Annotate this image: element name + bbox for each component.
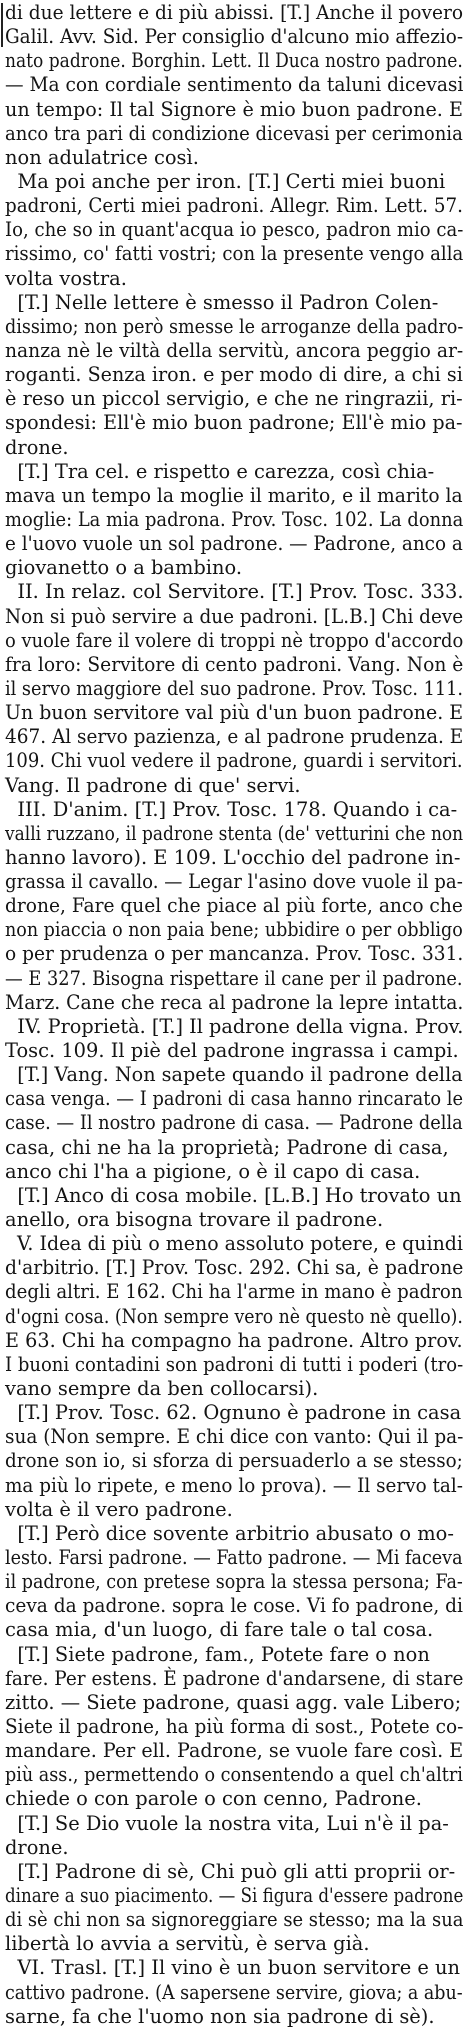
text-line: [T.] Vang. Non sapete quando il padrone della bbox=[5, 1063, 463, 1087]
text-line: casa, chi ne ha la proprietà; Padrone di casa, bbox=[5, 1135, 449, 1159]
text-line: fare. Per estens. È padrone d'andarsene, di stare bbox=[5, 1666, 464, 1690]
text-line: zitto. — Siete padrone, quasi agg. vale Libero; bbox=[5, 1690, 462, 1714]
text-line: chiede o con parole o con cenno, Padrone. bbox=[5, 1787, 422, 1811]
text-line: [T.] Siete padrone, fam., Potete fare o non bbox=[5, 1642, 430, 1666]
text-line: spondesi: Ell'è mio buon padrone; Ell'è mio pa- bbox=[5, 411, 463, 435]
text-line: d'ogni cosa. (Non sempre vero nè questo nè quello). bbox=[5, 1304, 463, 1328]
text-line: valli ruzzano, il padrone stenta (de' vetturini che non bbox=[5, 821, 464, 845]
text-line: lesto. Farsi padrone. — Fatto padrone. — Mi faceva bbox=[5, 1546, 463, 1569]
text-line: o vuole fare il volere di troppi nè troppo d'accordo bbox=[5, 628, 464, 652]
text-line: V. Idea di più o meno assoluto potere, e quindi bbox=[5, 1232, 463, 1256]
text-line: sua (Non sempre. E chi dice con vanto: Qui il pa- bbox=[5, 1425, 464, 1449]
text-line: [T.] Prov. Tosc. 62. Ognuno è padrone in casa bbox=[5, 1401, 462, 1425]
text-line: hanno lavoro). E 109. L'occhio del padrone in- bbox=[5, 845, 461, 869]
text-line: Galil. Avv. Sid. Per consiglio d'alcuno mio affezio- bbox=[5, 25, 464, 49]
text-line: volta è il vero padrone. bbox=[5, 1497, 233, 1521]
text-line: giovanetto o a bambino. bbox=[5, 556, 243, 580]
text-line: [T.] Anco di cosa mobile. [L.B.] Ho trovato un bbox=[5, 1183, 462, 1207]
text-line: Vang. Il padrone di que' servi. bbox=[5, 773, 301, 797]
text-line: Siete il padrone, ha più forma di sost., Potete co- bbox=[5, 1714, 464, 1738]
text-line: casa mia, d'un luogo, di fare tale o tal cosa. bbox=[5, 1618, 434, 1642]
text-line: Un buon servitore val più d'un buon padrone. E bbox=[5, 701, 464, 725]
text-line: di sè chi non sa signoreggiare se stesso; ma la sua bbox=[5, 1908, 464, 1932]
text-line: dissimo; non però smesse le arroganze della padro- bbox=[5, 314, 464, 338]
text-line: vano sempre da ben collocarsi). bbox=[5, 1377, 319, 1401]
text-line: il servo maggiore del suo padrone. Prov. Tosc. 111. bbox=[5, 676, 463, 700]
text-line: ceva da padrone. sopra le cose. Vi fo padrone, di bbox=[5, 1594, 463, 1618]
text-line: Tosc. 109. Il piè del padrone ingrassa i campi. bbox=[5, 1039, 459, 1063]
text-line: più ass., permettendo o consentendo a quel ch'altri bbox=[5, 1763, 463, 1787]
text-column bbox=[5, 1, 465, 2029]
text-line: Non si può servire a due padroni. [L.B.] Chi deve bbox=[5, 604, 464, 628]
text-line: II. In relaz. col Servitore. [T.] Prov. Tosc. 333. bbox=[5, 580, 464, 604]
text-line: anco tra pari di condizione dicevasi per cerimonia bbox=[5, 121, 463, 145]
text-line: dinare a suo piacimento. — Si figura d'essere padrone bbox=[5, 1883, 464, 1907]
text-line: moglie: La mia padrona. Prov. Tosc. 102. La donna bbox=[5, 507, 464, 531]
text-line: mava un tempo la moglie il marito, e il marito la bbox=[5, 483, 463, 507]
text-line: Marz. Cane che reca al padrone la lepre intatta. bbox=[5, 990, 464, 1014]
text-line: drone. bbox=[5, 435, 69, 459]
text-line: I buoni contadini son padroni di tutti i poderi (tro- bbox=[5, 1352, 464, 1376]
text-line: drone, Fare quel che piace al più forte, anco che bbox=[5, 894, 463, 918]
text-line: IV. Proprietà. [T.] Il padrone della vigna. Prov. bbox=[5, 1014, 464, 1038]
text-line: grassa il cavallo. — Legar l'asino dove vuole il pa- bbox=[5, 870, 463, 894]
text-line: un tempo: Il tal Signore è mio buon padrone. E bbox=[5, 97, 463, 121]
text-line: Ma poi anche per iron. [T.] Certi miei buoni bbox=[5, 169, 446, 193]
text-line: libertà lo avvia a servitù, è serva già. bbox=[5, 1932, 370, 1956]
text-line: nanza nè le viltà della servitù, ancora peggio ar- bbox=[5, 338, 464, 362]
text-line: mandare. Per ell. Padrone, se vuole fare così. E bbox=[5, 1739, 464, 1763]
text-line: non piaccia o non paia bene; ubbidire o per obbligo bbox=[5, 918, 463, 942]
text-line: — Ma con cordiale sentimento da taluni dicevasi bbox=[5, 73, 464, 97]
text-line: [T.] Se Dio vuole la nostra vita, Lui n'è il pa- bbox=[5, 1811, 449, 1835]
text-line: [T.] Nelle lettere è smesso il Padron Colen- bbox=[5, 290, 439, 314]
text-line: volta vostra. bbox=[5, 266, 127, 290]
text-line: rissimo, co' fatti vostri; con la presente vengo alla bbox=[5, 242, 464, 266]
text-line: III. D'anim. [T.] Prov. Tosc. 178. Quando i ca- bbox=[5, 797, 458, 821]
text-line: anco chi l'ha a pigione, o è il capo di casa. bbox=[5, 1159, 421, 1183]
text-line: case. — Il nostro padrone di casa. — Padrone della bbox=[5, 1111, 463, 1135]
text-line: sarne, fa che l'uomo non sia padrone di sè). bbox=[5, 2004, 435, 2028]
text-line: [T.] Però dice sovente arbitrio abusato o mo- bbox=[5, 1521, 454, 1545]
text-line: il padrone, con pretese sopra la stessa persona; Fa- bbox=[5, 1570, 463, 1594]
text-line: 109. Chi vuol vedere il padrone, guardi i servitori. bbox=[5, 749, 463, 773]
text-line: d'arbitrio. [T.] Prov. Tosc. 292. Chi sa, è padrone bbox=[5, 1256, 464, 1280]
text-line: [T.] Padrone di sè, Chi può gli atti proprii or- bbox=[5, 1859, 456, 1883]
text-line: ma più lo ripete, e meno lo prova). — Il servo tal- bbox=[5, 1473, 463, 1497]
text-line: drone son io, si sforza di persuaderlo a se stesso; bbox=[5, 1449, 463, 1473]
text-line: anello, ora bisogna trovare il padrone. bbox=[5, 1208, 384, 1232]
column-rule bbox=[1, 3, 3, 47]
text-line: 467. Al servo pazienza, e al padrone prudenza. E bbox=[5, 725, 464, 749]
text-line: o per prudenza o per mancanza. Prov. Tosc. 331. bbox=[5, 942, 464, 966]
text-line: e l'uovo vuole un sol padrone. — Padrone, anco a bbox=[5, 532, 463, 556]
text-line: è reso un piccol servigio, e che ne ringrazii, ri- bbox=[5, 387, 463, 411]
text-line: nato padrone. Borghin. Lett. Il Duca nostro padrone. bbox=[5, 49, 463, 73]
text-line: VI. Trasl. [T.] Il vino è un buon servitore e un bbox=[5, 1956, 461, 1980]
text-line: non adulatrice così. bbox=[5, 145, 199, 169]
text-line: fra loro: Servitore di cento padroni. Vang. Non è bbox=[5, 652, 464, 676]
text-line: drone. bbox=[5, 1835, 69, 1859]
text-line: — E 327. Bisogna rispettare il cane per il padrone. bbox=[5, 966, 463, 990]
text-line: [T.] Tra cel. e rispetto e carezza, così chia- bbox=[5, 459, 435, 483]
text-line: cattivo padrone. (A sapersene servire, giova; a abu- bbox=[5, 1980, 463, 2004]
text-line: Io, che so in quant'acqua io pesco, padron mio ca- bbox=[5, 218, 464, 242]
text-line: degli altri. E 162. Chi ha l'arme in mano è padron bbox=[5, 1280, 463, 1304]
text-line: padroni, Certi miei padroni. Allegr. Rim. Lett. 57. bbox=[5, 194, 463, 218]
text-line: E 63. Chi ha compagno ha padrone. Altro prov. bbox=[5, 1328, 463, 1352]
text-line: casa venga. — I padroni di casa hanno rincarato le bbox=[5, 1087, 463, 1111]
text-line: di due lettere e di più abissi. [T.] Anche il povero bbox=[5, 1, 464, 24]
text-line: roganti. Senza iron. e per modo di dire, a chi si bbox=[5, 363, 463, 387]
